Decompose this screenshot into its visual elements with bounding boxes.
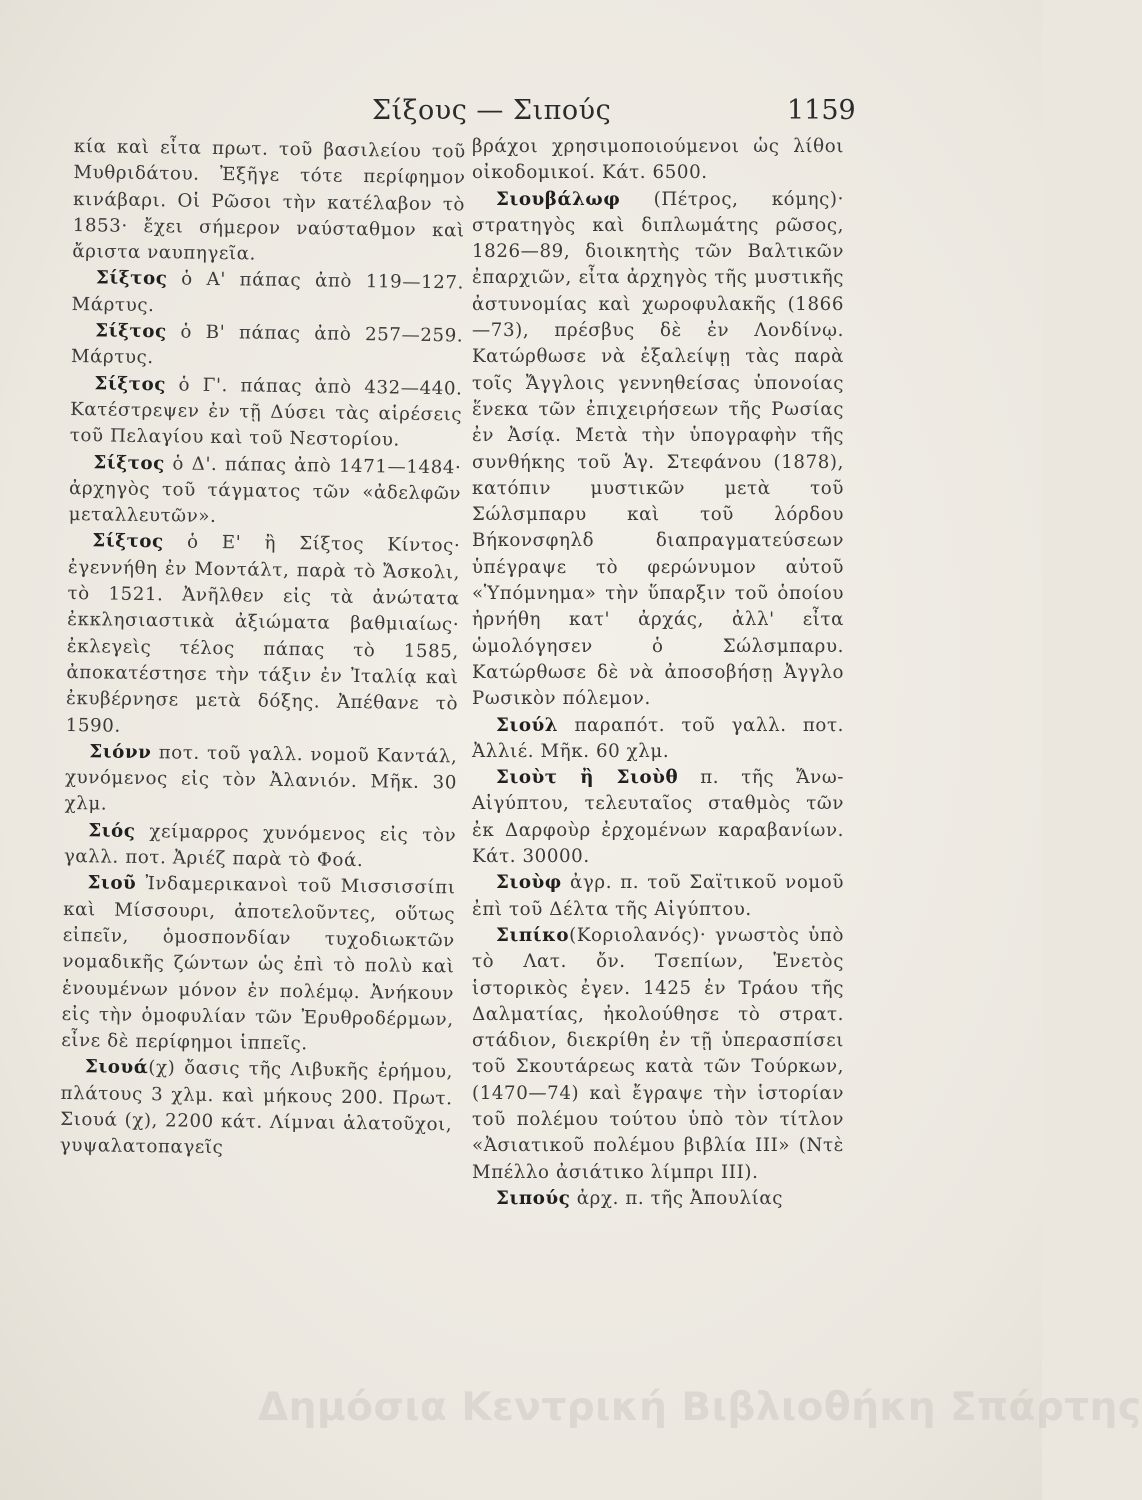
- dictionary-entry: [64, 739, 457, 823]
- entry-text: ὁ Ε' ἢ Σίξτος Κίντος· ἐγεννήθη ἐν Μοντάλτ, παρὰ τὸ Ἄσκολι, τὸ 1521. Ἀνῆλθεν εἰς τὰ ἀνώτατα ἐκκλησιαστικὰ ἀξιώματα βαθμιαίως· ἐκλεγεὶς τέλος πάπας τὸ 1585, ἀποκατέστησε τὴν τάξιν ἐν Ἰταλίᾳ καὶ ἐκυβέρνησε μετὰ δόξης. Ἀπέθανε τὸ 1590.: [65, 532, 461, 737]
- dictionary-entry: [64, 818, 457, 876]
- entry-text: ὁ Δ'. πάπας ἀπὸ 1471—1484· ἀρχηγὸς τοῦ τάγματος τῶν «ἀδελφῶν μεταλλευτῶν».: [68, 452, 462, 528]
- entry-text: βράχοι χρησιμοποιούμενοι ὡς λίθοι οἰκοδομικοί. Κάτ. 6500.: [472, 136, 844, 184]
- entry-headword: Σιπίκο: [496, 924, 570, 946]
- page-number: 1159: [787, 95, 856, 126]
- entry-text: ἀρχ. π. τῆς Ἀπουλίας: [576, 1187, 784, 1209]
- dictionary-entry: [71, 265, 464, 323]
- dictionary-entry: [71, 318, 464, 376]
- entry-text: κία καὶ εἶτα πρωτ. τοῦ βασιλείου τοῦ Μυθριδάτου. Ἐξῆγε τότε περίφημον κινάβαρι. Οἱ Ρῶσοι τὴν κατέλαβον τὸ 1853· ἔχει σήμερον ναύσταθμον καὶ ἄριστα ναυπηγεῖα.: [72, 135, 466, 265]
- dictionary-entry: [472, 1186, 844, 1212]
- entry-headword: Σιουά: [84, 1056, 149, 1079]
- dictionary-entry: [72, 134, 466, 271]
- left-column: [60, 134, 466, 1165]
- dictionary-entry: [60, 1054, 453, 1165]
- right-column: [472, 134, 844, 1212]
- library-watermark: Δημόσια Κεντρική Βιβλιοθήκη Σπάρτης: [258, 1385, 1142, 1430]
- dictionary-entry: [68, 450, 461, 534]
- entry-text: ὁ Α' πάπας ἀπὸ 119—127. Μάρτυς.: [71, 268, 465, 316]
- dictionary-entry: [472, 713, 844, 766]
- entry-text: π. τῆς Ἄνω-Αἰγύπτου, τελευταῖος σταθμὸς τῶν ἐκ Δαρφοὺρ ἐρχομένων καραβανίων. Κάτ. 30000.: [472, 767, 844, 868]
- dictionary-entry: [472, 187, 844, 713]
- dictionary-entry: [472, 923, 844, 1186]
- entry-text: παραπότ. τοῦ γαλλ. ποτ. Ἀλλιέ. Μῆκ. 60 χλμ.: [472, 714, 844, 762]
- entry-text: χείμαρρος χυνόμενος εἰς τὸν γαλλ. ποτ. Ἀριέζ παρὰ τὸ Φοά.: [63, 820, 457, 872]
- dictionary-entry: [472, 134, 844, 187]
- entry-text: ἀγρ. π. τοῦ Σαϊτικοῦ νομοῦ ἐπὶ τοῦ Δέλτα τῆς Αἰγύπτου.: [472, 872, 844, 920]
- entry-headword: Σίξτος: [95, 267, 168, 290]
- entry-headword: Σιόνν: [89, 741, 152, 763]
- running-head: [0, 95, 1042, 129]
- entry-text: (χ) ὄασις τῆς Λιβυκῆς ἐρήμου, πλάτους 3 χλμ. καὶ μήκους 200. Πρωτ. Σιουά (χ), 2200 κάτ. Λίμναι ἁλατοῦχοι, γυψαλατοπαγεῖς: [59, 1057, 454, 1159]
- entry-text: ὁ Β' πάπας ἀπὸ 257—259. Μάρτυς.: [70, 321, 464, 369]
- entry-headword: Σιούλ: [496, 714, 559, 736]
- entry-headword: Σίξτος: [92, 530, 164, 553]
- entry-text: ποτ. τοῦ γαλλ. νομοῦ Καντάλ, χυνόμενος εἰς τὸν Ἀλανιόν. Μῆκ. 30 χλμ.: [64, 742, 458, 815]
- entry-headword: Σιός: [88, 819, 136, 842]
- entry-text: Ἰνδαμερικανοὶ τοῦ Μισσισσίπι καὶ Μίσσουρι, ἀποτελοῦντες, οὕτως εἰπεῖν, ὁμοσπονδίαν τυχοδιωκτῶν νομαδικῆς ζώντων ὡς ἐπὶ τὸ πολὺ καὶ ἑνουμένων μόνον ἐν πολέμῳ. Ἀνήκουν εἰς τὴν ὁμοφυλίαν τῶν Ἐρυθροδέρμων, εἶνε δὲ περίφημοι ἱππεῖς.: [61, 873, 456, 1055]
- dictionary-entry: [66, 528, 461, 744]
- dictionary-entry: [70, 371, 463, 455]
- entry-text: ὁ Γ'. πάπας ἀπὸ 432—440. Κατέστρεψεν ἐν τῇ Δύσει τὰς αἱρέσεις τοῦ Πελαγίου καὶ τοῦ Νεστορίου.: [69, 374, 463, 451]
- dictionary-entry: [61, 870, 456, 1060]
- entry-headword: Σιοὺφ: [496, 872, 562, 894]
- dictionary-entry: [472, 765, 844, 870]
- entry-text: (Πέτρος, κόμης)· στρατηγὸς καὶ διπλωμάτης ρῶσος, 1826—89, διοικητὴς τῶν Βαλτικῶν ἐπαρχιῶν, εἶτα ἀρχηγὸς τῆς μυστικῆς ἀστυνομίας καὶ χωροφυλακῆς (1866—73), πρέσβυς δὲ ἐν Λονδίνῳ. Κατώρθωσε νὰ ἐξαλείψῃ τὰς παρὰ τοῖς Ἄγγλοις γεννηθείσας ὑπονοίας ἕνεκα τῶν ἐπιχειρήσεων τῆς Ρωσίας ἐν Ἀσίᾳ. Μετὰ τὴν ὑπογραφὴν τῆς συνθήκης τοῦ Ἁγ. Στεφάνου (1878), κατόπιν μυστικῶν μετὰ τοῦ Σώλσμπαρυ καὶ τοῦ λόρδου Βήκονσφηλδ διαπραγματεύσεων ὑπέγραψε τὸ φερώνυμον αὐτοῦ «Ὑπόμνημα» τὴν ὕπαρξιν τοῦ ὁποίου ἠρνήθη κατ' ἀρχάς, ἀλλ' εἶτα ὡμολόγησεν ὁ Σώλσμπαρυ. Κατώρθωσε δὲ νὰ ἀποσοβήσῃ Ἀγγλο Ρωσικὸν πόλεμον.: [472, 188, 844, 710]
- entry-headword: Σίξτος: [94, 372, 167, 395]
- entry-headword: Σιουβάλωφ: [496, 188, 621, 210]
- dictionary-entry: [472, 870, 844, 923]
- entry-headword: Σίξτος: [93, 451, 166, 474]
- entry-headword: Σιοῦ: [87, 872, 137, 895]
- entry-headword: Σιπούς: [496, 1187, 571, 1209]
- entry-headword: Σίξτος: [95, 320, 167, 343]
- entry-text: (Κοριολανός)· γνωστὸς ὑπὸ τὸ Λατ. ὄν. Τσεπίων, Ἑνετὸς ἱστορικὸς ἐγεν. 1425 ἐν Τράου τῆς Δαλματίας, ἠκολούθησε τὸ στρατ. στάδιον, διεκρίθη ἐν τῇ ὑπερασπίσει τοῦ Σκουτάρεως κατὰ τῶν Τούρκων, (1470—74) καὶ ἔγραψε τὴν ἱστορίαν τοῦ πολέμου τούτου ὑπὸ τὸν τίτλον «Ἀσιατικοῦ πολέμου βιβλία III» (Ντὲ Μπέλλο ἀσιάτικο λίμπρι III).: [472, 924, 844, 1183]
- page-title: Σίξους — Σιπούς: [372, 95, 612, 126]
- entry-headword: Σιοὺτ ἢ Σιοὺθ: [496, 767, 679, 789]
